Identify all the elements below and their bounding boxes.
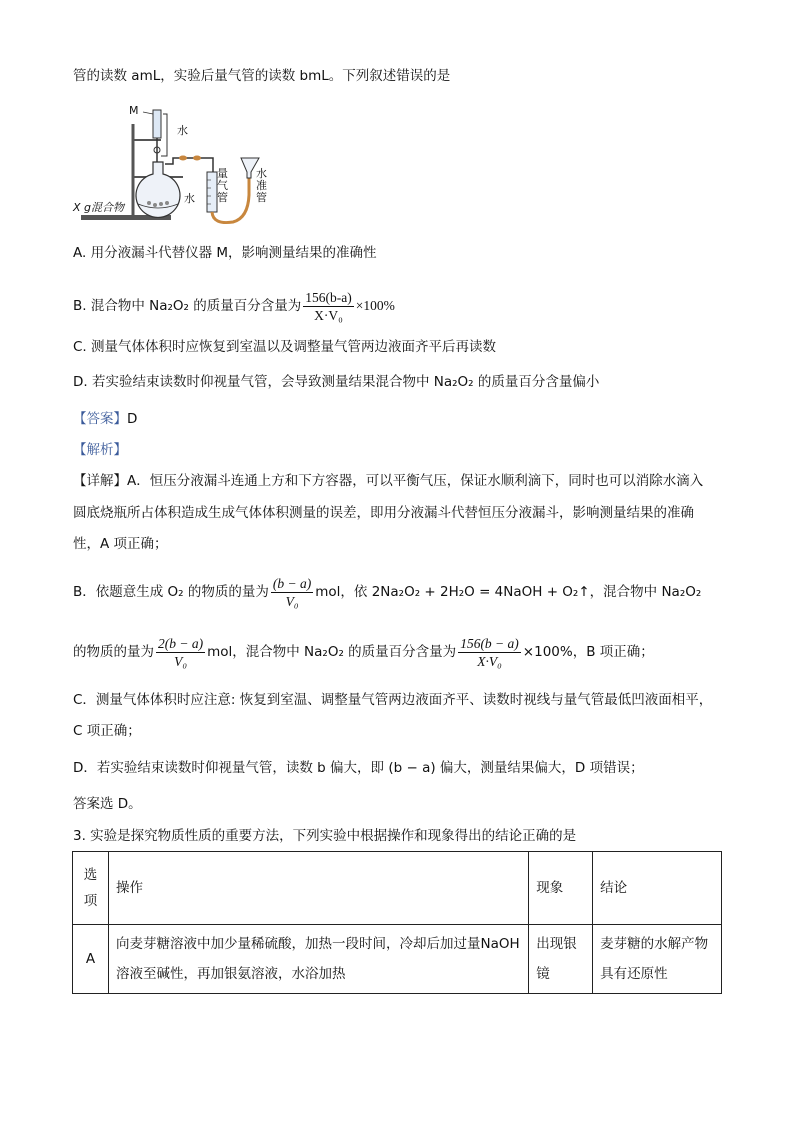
detail-line-2: 圆底烧瓶所占体积造成生成气体体积测量的误差，即用分液漏斗代替恒压分液漏斗，影响测量结果的准确 [73,505,694,521]
table-header-option: 选项 [73,852,109,925]
question-3-table [72,851,722,994]
question-intro: 管的读数 amL，实验后量气管的读数 bmL。下列叙述错误的是 [73,68,451,84]
option-c: C. 测量气体体积时应恢复到室温以及调整量气管两边液面齐平后再读数 [73,339,497,355]
detail-b2-text-1: 的物质的量为 [73,644,154,660]
option-b-suffix: ×100% [355,298,395,313]
table-row [73,925,722,994]
table-header-conclusion: 结论 [593,852,722,925]
option-b-fraction [303,289,353,324]
detail-b-fraction-1-num: (b − a) [272,575,312,591]
option-b-prefix: B. 混合物中 Na₂O₂ 的质量百分含量为 [73,298,302,314]
detail-b-line-2 [73,630,654,674]
detail-line-1: 【详解】A．恒压分液漏斗连通上方和下方容器，可以平衡气压，保证水顺利滴下，同时也可以消除水滴入 [73,473,704,489]
table-cell-option: A [73,925,109,994]
table-header-phenomenon: 现象 [529,852,593,925]
label-m: M [129,104,139,117]
label-mixture: X g混合物 [73,201,125,214]
option-d: D. 若实验结束读数时仰视量气管，会导致测量结果混合物中 Na₂O₂ 的质量百分含量偏小 [73,374,600,390]
table-cell-phenomenon: 出现银镜 [529,925,593,994]
table-header-row [73,852,722,925]
answer-line [73,409,137,429]
option-b [73,286,395,326]
detail-b2-text-2: mol，混合物中 Na₂O₂ 的质量百分含量为 [207,644,457,660]
detail-b2-fraction-1-num: 2(b − a) [158,635,204,651]
label-water-mid: 水 [184,192,195,205]
detail-b2-fraction-2 [458,635,521,670]
detail-d-line: D．若实验结束读数时仰视量气管，读数 b 偏大，即 (b − a) 偏大，测量结果偏大，D 项错误； [73,760,644,776]
table-header-operation: 操作 [108,852,528,925]
detail-c-line-2: C 项正确； [73,723,141,739]
detail-c-line-1: C．测量气体体积时应注意: 恢复到室温、调整量气管两边液面齐平、读数时视线与量气管最低凹液面相平， [73,692,713,708]
analysis-tag: 【解析】 [73,442,127,458]
detail-b2-fraction-2-num: 156(b − a) [460,635,519,651]
detail-b-fraction-1 [271,575,313,610]
table-cell-operation: 向麦芽糖溶液中加少量稀硫酸，加热一段时间，冷却后加过量NaOH 溶液至碱性，再加银氨溶液，水浴加热 [108,925,528,994]
label-gas-tube: 量气管 [217,167,228,204]
answer-conclusion: 答案选 D。 [73,796,142,812]
option-a: A. 用分液漏斗代替仪器 M，影响测量结果的准确性 [73,245,377,261]
label-water-top: 水 [177,124,188,137]
table-cell-conclusion: 麦芽糖的水解产物具有还原性 [593,925,722,994]
detail-line-3: 性，A 项正确； [73,536,168,552]
detail-b-text-2: mol，依 2Na₂O₂ + 2H₂O = 4NaOH + O₂↑，混合物中 Na₂O₂ [315,584,702,600]
answer-value: D [127,411,138,427]
detail-b2-fraction-1-den: V₀ [174,653,188,669]
detail-b-text-1: B．依题意生成 O₂ 的物质的量为 [73,584,269,600]
question-3-stem: 3. 实验是探究物质性质的重要方法，下列实验中根据操作和现象得出的结论正确的是 [73,828,577,844]
option-b-numerator: 156(b-a) [305,289,352,305]
detail-b2-text-3: ×100%，B 项正确； [522,644,654,660]
detail-b-line-1 [73,570,701,614]
detail-b2-fraction-1 [156,635,205,670]
detail-b2-fraction-2-den: X·V₀ [477,653,502,669]
label-level-tube: 水准管 [256,167,267,204]
detail-b-fraction-1-den: V₀ [285,593,299,609]
answer-tag: 【答案】 [73,411,127,427]
option-b-denominator: X·V₀ [314,307,343,323]
